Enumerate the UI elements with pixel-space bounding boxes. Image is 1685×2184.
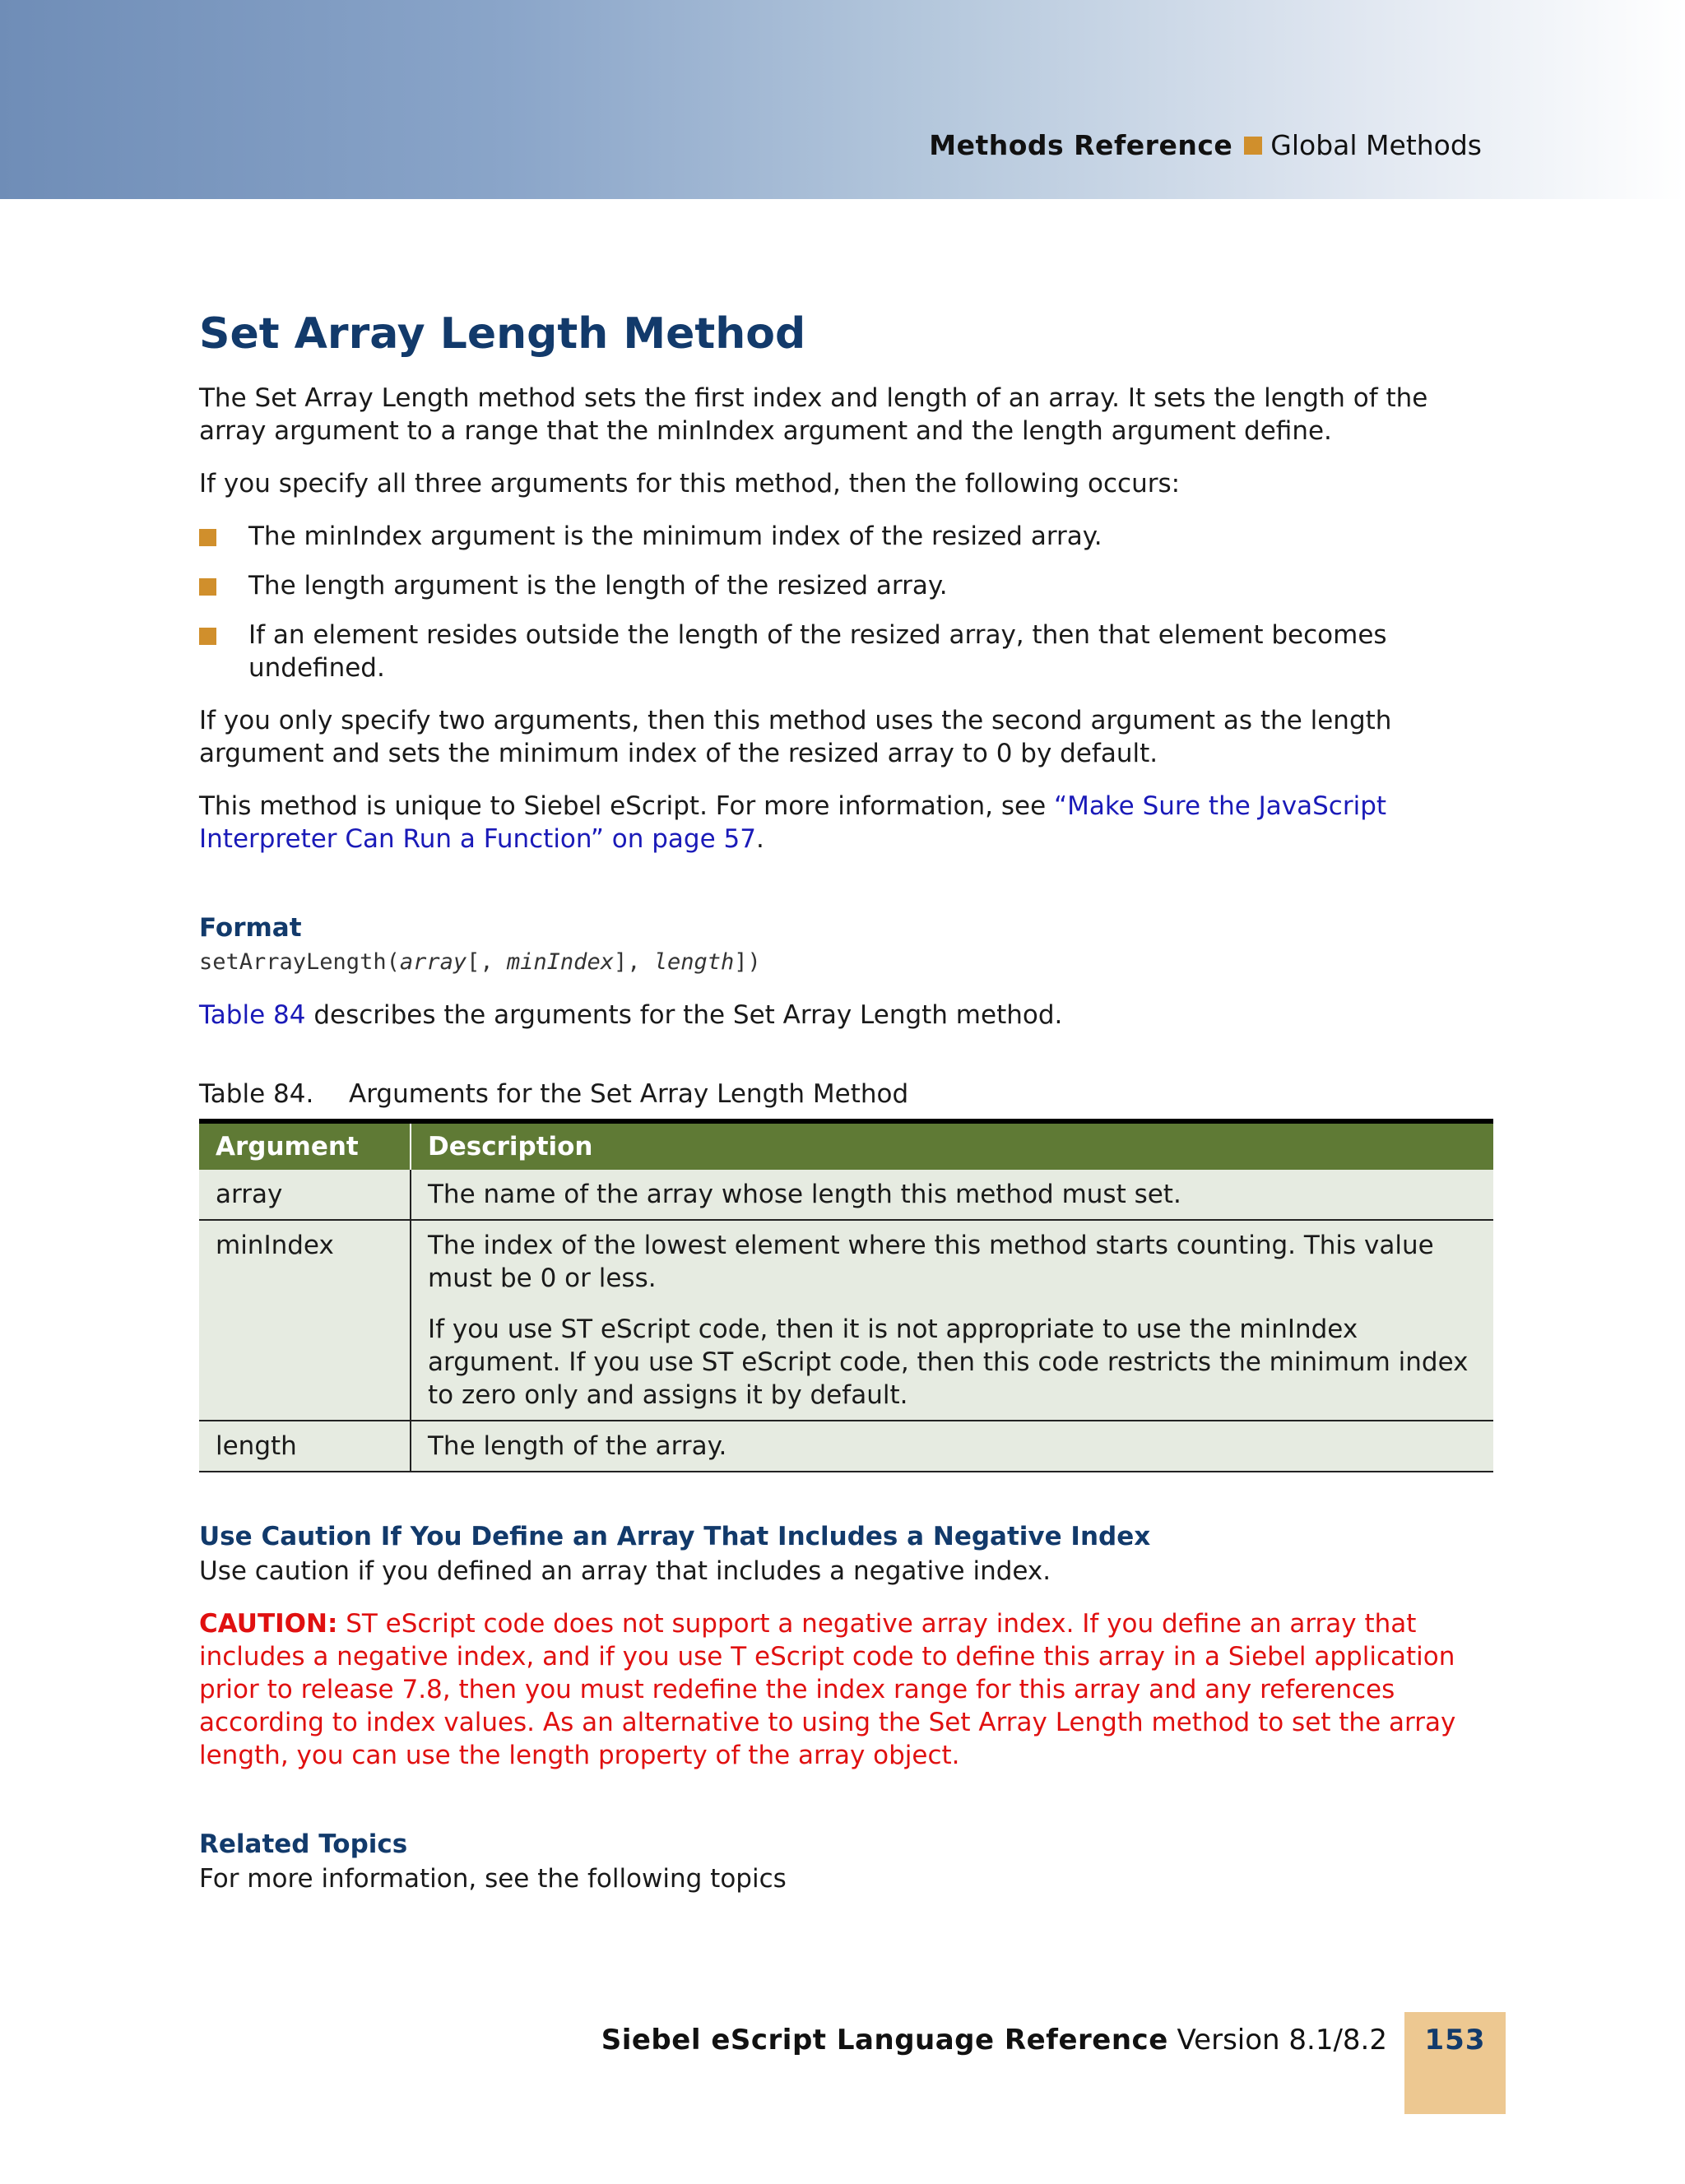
table-cell-argument: array: [199, 1170, 411, 1220]
lead-in-paragraph: If you specify all three arguments for this method, then the following occurs:: [199, 469, 1181, 498]
page-number-box: [1404, 2012, 1506, 2114]
table-header-argument: Argument: [199, 1121, 411, 1170]
description-text: The index of the lowest element where this method starts counting. This value must be 0 or less.: [428, 1231, 1434, 1293]
table-84-link[interactable]: Table 84: [199, 1000, 306, 1030]
table-row: [199, 1170, 1493, 1220]
related-topics-text: For more information, see the following topics: [199, 1864, 787, 1894]
caution-note: [199, 1607, 1493, 1772]
table-cell-description: [411, 1220, 1493, 1421]
intro-paragraph: The Set Array Length method sets the first index and length of an array. It sets the length of the array argument to a range that the minIndex argument and the length argument define.: [199, 383, 1428, 446]
description-text: If you use ST eScript code, then it is not appropriate to use the minIndex argument. If you use ST eScript code, then this code restricts the minimum index to zero only and assigns it by default.: [428, 1315, 1469, 1410]
list-item: [199, 569, 1493, 602]
square-bullet-icon: [199, 529, 216, 546]
table-ref-paragraph: [199, 999, 1493, 1032]
bullet-list: [199, 520, 1493, 684]
arguments-table: [199, 1119, 1493, 1472]
page-footer: [0, 2012, 1685, 2114]
footer-book-title: Siebel eScript Language Reference: [601, 2024, 1168, 2056]
format-code: [199, 946, 1493, 979]
table-ref-text: describes the arguments for the Set Array Length method.: [305, 1000, 1063, 1030]
header-breadcrumb: [929, 129, 1482, 161]
header-section: Methods Reference: [929, 129, 1233, 161]
unique-end: .: [755, 824, 764, 854]
main-content: [199, 304, 1493, 1915]
table-row: [199, 1421, 1493, 1472]
list-item-text: The length argument is the length of the resized array.: [248, 571, 948, 600]
table-cell-argument: minIndex: [199, 1220, 411, 1421]
code-param-array: array: [399, 949, 467, 975]
table-row: [199, 1220, 1493, 1421]
table-header-description: Description: [411, 1121, 1493, 1170]
code-function: setArrayLength(: [199, 949, 400, 975]
interpreter-link[interactable]: “Make Sure the JavaScript Interpreter Can Run a Function” on page 57: [199, 791, 1387, 854]
table-cell-argument: length: [199, 1421, 411, 1472]
code-param-length: length: [653, 949, 735, 975]
caution-section-heading: Use Caution If You Define an Array That Includes a Negative Index: [199, 1522, 1151, 1551]
unique-paragraph: [199, 790, 1493, 856]
two-args-paragraph: If you only specify two arguments, then this method uses the second argument as the length argument and sets the minimum index of the resized array to 0 by default.: [199, 706, 1392, 768]
square-bullet-icon: [1244, 137, 1262, 155]
table-caption-title: Arguments for the Set Array Length Method: [349, 1079, 909, 1109]
format-heading: Format: [199, 913, 302, 943]
code-param-minindex: minIndex: [506, 949, 614, 975]
list-item-text: The minIndex argument is the minimum index of the resized array.: [248, 522, 1102, 551]
square-bullet-icon: [199, 628, 216, 645]
table-caption: [199, 1078, 1493, 1111]
footer-version: Version 8.1/8.2: [1167, 2024, 1387, 2056]
footer-book-info: [601, 2024, 1387, 2056]
code-sep: ]): [734, 949, 761, 975]
table-cell-description: [411, 1170, 1493, 1220]
caution-section-text: Use caution if you defined an array that includes a negative index.: [199, 1556, 1051, 1586]
square-bullet-icon: [199, 578, 216, 596]
header-subsection: Global Methods: [1270, 129, 1482, 161]
caution-label: CAUTION:: [199, 1609, 338, 1639]
header-band: [0, 0, 1685, 199]
description-text: The length of the array.: [428, 1431, 727, 1461]
caution-text: ST eScript code does not support a negative array index. If you define an array that includes a negative index, and if you use T eScript code to define this array in a Siebel application prior to release 7.8, then you must redefine the index range for this array and any references according to index values. As an alternative to using the Set Array Length method to set the array length, you can use the length property of the array object.: [199, 1609, 1456, 1770]
table-caption-number: Table 84.: [199, 1079, 314, 1109]
table-cell-description: [411, 1421, 1493, 1472]
page-title: Set Array Length Method: [199, 309, 806, 359]
code-sep: ],: [613, 949, 654, 975]
list-item: [199, 520, 1493, 553]
description-text: The name of the array whose length this method must set.: [428, 1180, 1181, 1209]
code-sep: [,: [467, 949, 507, 975]
table-header-row: [199, 1121, 1493, 1170]
unique-text: This method is unique to Siebel eScript. For more information, see: [199, 791, 1055, 821]
related-topics-heading: Related Topics: [199, 1829, 408, 1859]
list-item-text: If an element resides outside the length of the resized array, then that element becomes undefined.: [248, 620, 1387, 683]
page-number: 153: [1424, 2024, 1486, 2056]
list-item: [199, 619, 1493, 684]
